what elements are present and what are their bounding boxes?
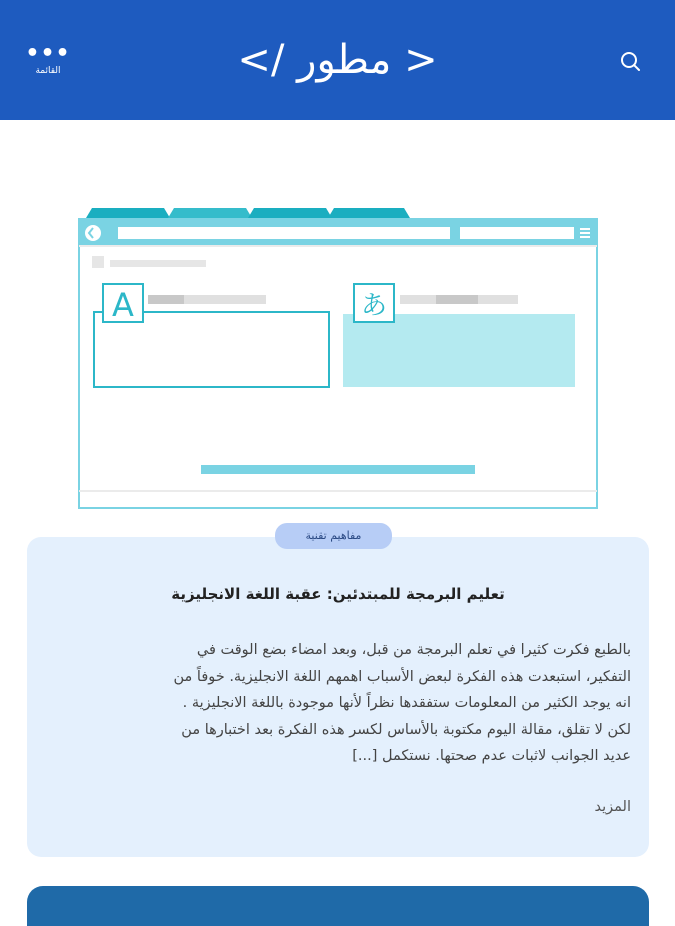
- menu-label: القائمة: [35, 66, 61, 76]
- site-logo[interactable]: < مطور />: [237, 37, 438, 83]
- address-bar: [118, 227, 450, 239]
- category-badge[interactable]: مفاهيم تقنية: [275, 523, 392, 549]
- search-bar: [460, 227, 574, 239]
- back-icon: [85, 225, 101, 241]
- browser-tab: [86, 208, 170, 218]
- translation-illustration: [78, 206, 600, 512]
- read-more-link[interactable]: المزيد: [594, 799, 631, 815]
- excerpt-line: التفكير، استبعدت هذه الفكرة لبعض الأسباب اهمهم اللغة الانجليزية. خوفاً من: [173, 668, 631, 685]
- article-title[interactable]: تعليم البرمجة للمبتدئين: عقبة اللغة الانجليزية: [171, 585, 505, 603]
- next-article-card[interactable]: [27, 886, 649, 926]
- more-dots-icon: •••: [25, 41, 71, 66]
- excerpt-line: انه يوجد الكثير من المعلومات ستفقدها نظراً لأنها موجودة باللغة الانجليزية .: [182, 695, 631, 711]
- bottom-bar: [201, 465, 475, 474]
- article-excerpt: [49, 637, 631, 770]
- excerpt-line: لكن لا تقلق، مقالة اليوم مكتوبة بالأساس لكسر هذه الفكرة بعد اختبارها من: [181, 721, 631, 738]
- browser-tab: [248, 208, 332, 218]
- title-placeholder: [110, 260, 206, 267]
- top-header: [0, 0, 675, 120]
- search-icon: [619, 50, 643, 74]
- excerpt-line: بالطبع فكرت كثيرا في تعلم البرمجة من قبل، وبعد امضاء بضع الوقت في: [196, 642, 631, 658]
- excerpt-line: عديد الجوانب لاثبات عدم صحتها. نستكمل [...]: [352, 748, 631, 764]
- source-glyph: A: [112, 286, 134, 324]
- menu-lines-icon: [580, 228, 590, 230]
- target-text-box: [343, 314, 575, 387]
- favicon-placeholder: [92, 256, 104, 268]
- search-button[interactable]: [619, 50, 643, 74]
- browser-tab: [328, 208, 410, 218]
- target-glyph: あ: [360, 291, 388, 321]
- browser-tab: [168, 208, 252, 218]
- article-card: [27, 537, 649, 857]
